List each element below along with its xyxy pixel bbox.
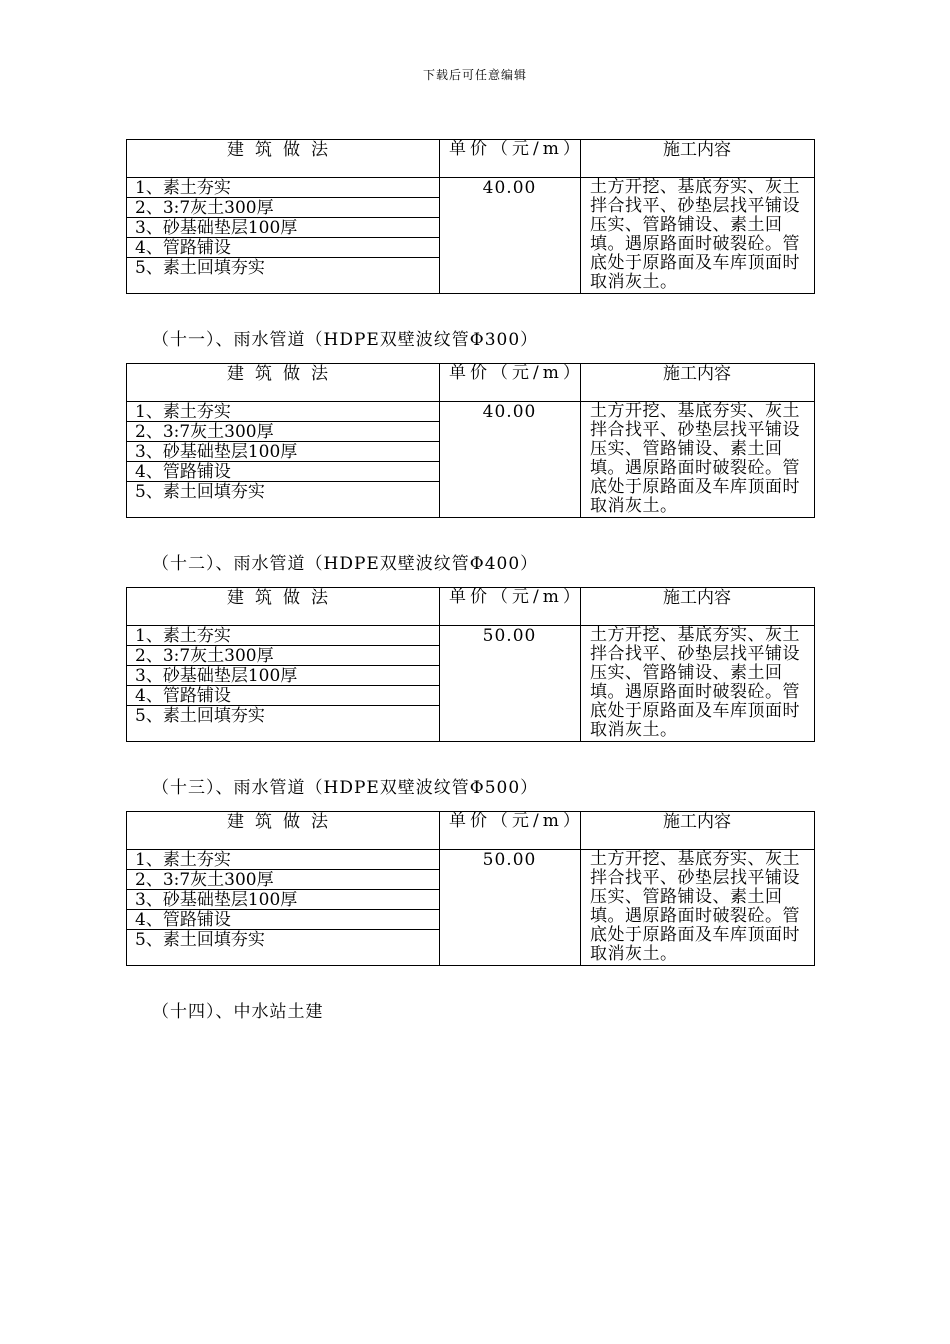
step-row: 5、素土回填夯实: [135, 482, 265, 502]
price-header: 单价（元/m）: [439, 364, 580, 402]
spec-table: [126, 587, 815, 742]
price-column: [439, 363, 584, 517]
content-text: 土方开挖、基底夯实、灰土拌合找平、砂垫层找平铺设压实、管路铺设、素土回填。遇原路面时破裂砼。管底处于原路面及车库顶面时取消灰土。: [590, 849, 800, 964]
price-column: [439, 587, 584, 741]
step-row: 3、砂基础垫层100厚: [127, 442, 439, 462]
step-row: 1、素土夯实: [127, 178, 439, 198]
content-text: 土方开挖、基底夯实、灰土拌合找平、砂垫层找平铺设压实、管路铺设、素土回填。遇原路面时破裂砼。管底处于原路面及车库顶面时取消灰土。: [590, 625, 800, 740]
section-heading: （十二）、雨水管道（HDPE双壁波纹管Φ400）: [152, 554, 539, 574]
step-row: 3、砂基础垫层100厚: [127, 218, 439, 238]
price-value: 50.00: [482, 850, 537, 870]
step-row: 4、管路铺设: [127, 686, 439, 706]
step-row: 4、管路铺设: [127, 910, 439, 930]
content-text: 土方开挖、基底夯实、灰土拌合找平、砂垫层找平铺设压实、管路铺设、素土回填。遇原路面时破裂砼。管底处于原路面及车库顶面时取消灰土。: [590, 177, 800, 292]
step-row: 2、3:7灰土300厚: [127, 422, 439, 442]
step-row: 4、管路铺设: [127, 462, 439, 482]
step-row: 1、素土夯实: [127, 850, 439, 870]
content-header: 施工内容: [580, 588, 814, 626]
step-row: 1、素土夯实: [127, 402, 439, 422]
step-row: 5、素土回填夯实: [135, 258, 265, 278]
step-row: 5、素土回填夯实: [135, 706, 265, 726]
price-column: [439, 811, 584, 965]
step-row: 2、3:7灰土300厚: [127, 870, 439, 890]
method-column: [127, 588, 440, 741]
step-row: 5、素土回填夯实: [135, 930, 265, 950]
price-column: [439, 139, 584, 293]
price-header: 单价（元/m）: [439, 588, 580, 626]
spec-table: [126, 811, 815, 966]
step-row: 3、砂基础垫层100厚: [127, 666, 439, 686]
section-heading: （十四）、中水站土建: [152, 1002, 324, 1022]
method-column: [127, 364, 440, 517]
price-value: 40.00: [482, 178, 537, 198]
price-header: 单价（元/m）: [439, 140, 580, 178]
page-header: 下载后可任意编辑: [422, 68, 527, 82]
content-header: 施工内容: [580, 812, 814, 850]
content-header: 施工内容: [580, 140, 814, 178]
step-row: 2、3:7灰土300厚: [127, 646, 439, 666]
method-header: 建筑做法: [127, 588, 439, 626]
content-header: 施工内容: [580, 364, 814, 402]
content-column: [580, 588, 814, 741]
content-column: [580, 140, 814, 293]
step-row: 3、砂基础垫层100厚: [127, 890, 439, 910]
step-row: 1、素土夯实: [127, 626, 439, 646]
method-column: [127, 812, 440, 965]
step-row: 2、3:7灰土300厚: [127, 198, 439, 218]
spec-table: [126, 139, 815, 294]
section-heading: （十一）、雨水管道（HDPE双壁波纹管Φ300）: [152, 330, 539, 350]
price-header: 单价（元/m）: [439, 812, 580, 850]
content-column: [580, 364, 814, 517]
price-value: 40.00: [482, 402, 537, 422]
content-text: 土方开挖、基底夯实、灰土拌合找平、砂垫层找平铺设压实、管路铺设、素土回填。遇原路面时破裂砼。管底处于原路面及车库顶面时取消灰土。: [590, 401, 800, 516]
step-row: 4、管路铺设: [127, 238, 439, 258]
section-heading: （十三）、雨水管道（HDPE双壁波纹管Φ500）: [152, 778, 539, 798]
content-column: [580, 812, 814, 965]
method-header: 建筑做法: [127, 364, 439, 402]
spec-table: [126, 363, 815, 518]
method-header: 建筑做法: [127, 140, 439, 178]
method-header: 建筑做法: [127, 812, 439, 850]
price-value: 50.00: [482, 626, 537, 646]
method-column: [127, 140, 440, 293]
